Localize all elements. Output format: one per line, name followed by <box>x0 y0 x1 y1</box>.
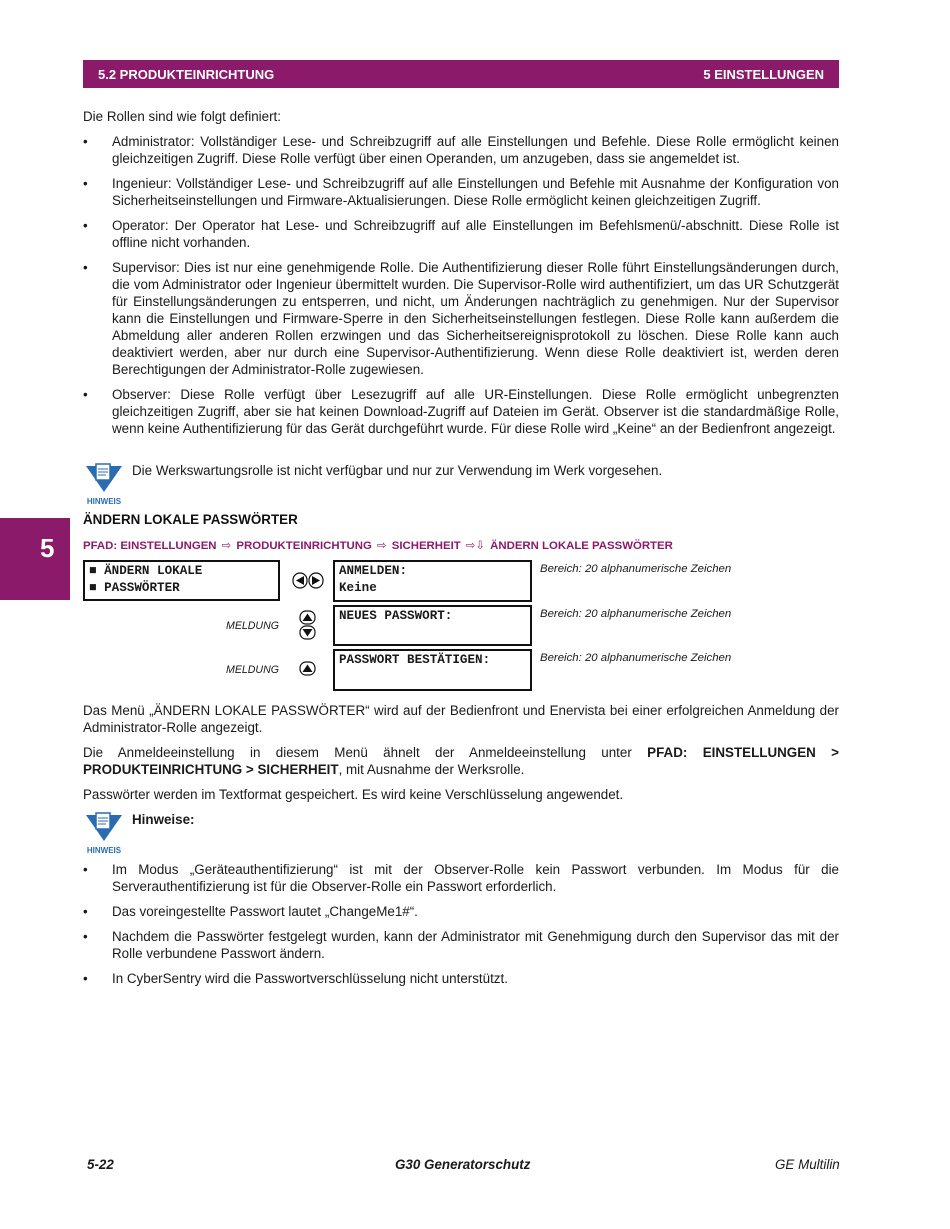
path-arrow-icon: ⇨ <box>221 540 232 552</box>
section-title <box>83 511 298 528</box>
menu-path <box>83 538 673 555</box>
bullet-dot: • <box>83 904 88 919</box>
hinweis-icon <box>84 462 124 506</box>
meldung-label: MELDUNG <box>226 664 279 676</box>
range-note: Bereich: 20 alphanumerische Zeichen <box>540 563 732 575</box>
paragraph <box>83 744 839 778</box>
menu-header-display <box>83 560 280 601</box>
paragraph-text: , mit Ausnahme der Werksrolle. <box>338 762 525 777</box>
paragraph-path: PFAD: EINSTELLUNGEN > PRODUKTEINRICHTUNG > SICHERHEIT <box>83 745 839 777</box>
range-note: Bereich: 20 alphanumerische Zeichen <box>540 608 732 620</box>
menu-item-line1: PASSWORT BESTÄTIGEN: <box>339 653 491 667</box>
note-icon <box>84 462 124 510</box>
role-operator: Operator: Der Operator hat Lese- und Schreibzugriff auf alle Einstellungen im Befehlsmenü/-abschnitt. Diese Rolle ist offline nicht vorhanden. <box>112 218 839 250</box>
menu-header-line: ■ PASSWÖRTER <box>89 581 180 595</box>
note-item: In CyberSentry wird die Passwortverschlüsselung nicht unterstützt. <box>112 971 508 986</box>
chapter-number: 5 <box>40 533 55 563</box>
path-part: PFAD: EINSTELLUNGEN <box>83 540 217 552</box>
header-section-title: 5.2 PRODUKTEINRICHTUNG <box>98 67 275 82</box>
path-arrow-icon: ⇨ <box>377 540 387 552</box>
up-down-key-icon <box>299 610 316 644</box>
page-number: 5-22 <box>87 1157 114 1172</box>
menu-item-line2: Keine <box>339 581 377 595</box>
document-title: G30 Generatorschutz <box>395 1157 531 1172</box>
bullet-dot: • <box>83 218 88 233</box>
role-supervisor: Supervisor: Dies ist nur eine genehmigende Rolle. Die Authentifizierung dieser Rolle führt Einstellungsänderungen durch, die vom Administrator oder Ingenieur übermittelt wurden. Die Supervisor-Rolle wird authentifiziert, um das UR Schutzgerät für Einstellungsänderungen zu entsperren, und nicht, um Änderungen nachträglich zu genehmigen. Nur der Supervisor kann die Einstellungen und Firmware-Sperre in den Sicherheitseinstellungen festlegen. Diese Rolle kann außerdem die Abmeldung aller anderen Rollen erzwingen und das Sicherheitsereignisprotokoll zu löschen. Diese Rolle kann auch deaktiviert werden, aber nur durch eine Supervisor-Authentifizierung. Wenn diese Rolle deaktiviert ist, werden deren Berechtigungen der Administrator-Rolle zugewiesen. <box>112 260 839 377</box>
meldung-label: MELDUNG <box>226 620 279 632</box>
note-title: Hinweise: <box>132 812 195 827</box>
bullet-dot: • <box>83 929 88 944</box>
left-right-key-icon <box>292 572 324 593</box>
bullet-dot: • <box>83 260 88 275</box>
bullet-dot: • <box>83 176 88 191</box>
role-observer: Observer: Diese Rolle verfügt über Lesezugriff auf alle UR-Einstellungen. Diese Rolle ermöglicht unbegrenzten gleichzeitigen Zugriff, aber sie hat keinen Download-Zugriff auf Dateien im Gerät. Observer ist die standardmäßige Rolle, wenn keine Authentifizierung für das Gerät durchgeführt wurde. Für diese Rolle wird „Keine“ an der Bedienfront angezeigt. <box>112 387 839 436</box>
note-icon-label: HINWEIS <box>86 846 122 855</box>
paragraph-text: Die Anmeldeeinstellung in diesem Menü ähnelt der Anmeldeeinstellung unter <box>83 745 648 760</box>
role-administrator: Administrator: Vollständiger Lese- und Schreibzugriff auf alle Einstellungen und Befehle. Diese Rolle ermöglicht keinen gleichzeitigen Zugriff. Diese Rolle verfügt über einen Operanden, um anzugeben, dass sie angemeldet ist. <box>112 134 839 166</box>
menu-item-display <box>333 649 532 691</box>
hinweis-icon <box>84 811 124 855</box>
section-header-bar <box>83 60 839 88</box>
role-ingenieur: Ingenieur: Vollständiger Lese- und Schreibzugriff auf alle Einstellungen und Befehle mit Ausnahme der Konfiguration von Sicherheitseinstellungen und Firmware-Aktualisierungen. Diese Rolle ermöglicht keinen gleichzeitigen Zugriff. <box>112 176 839 208</box>
menu-item-line1: NEUES PASSWORT: <box>339 609 453 623</box>
note-icon-label: HINWEIS <box>86 497 122 506</box>
range-note: Bereich: 20 alphanumerische Zeichen <box>540 652 732 664</box>
path-part: SICHERHEIT <box>391 540 461 552</box>
bullet-dot: • <box>83 971 88 986</box>
menu-item-display <box>333 605 532 646</box>
paragraph: Passwörter werden im Textformat gespeichert. Es wird keine Verschlüsselung angewendet. <box>83 787 624 802</box>
path-part: ÄNDERN LOKALE PASSWÖRTER <box>490 540 673 552</box>
chapter-tab <box>0 518 70 600</box>
menu-item-display <box>333 560 532 602</box>
bullet-dot: • <box>83 134 88 149</box>
up-key-icon <box>299 661 316 681</box>
note-item: Im Modus „Geräteauthentifizierung“ ist mit der Observer-Rolle kein Passwort verbunden. Im Modus für die Serverauthentifizierung ist für die Observer-Rolle ein Passwort erforderlich. <box>112 862 839 894</box>
path-arrow-down-icon: ⇨⇩ <box>465 540 485 552</box>
publisher-name: GE Multilin <box>775 1157 840 1172</box>
bullet-dot: • <box>83 862 88 877</box>
note-icon <box>84 811 124 859</box>
note-item: Das voreingestellte Passwort lautet „ChangeMe1#“. <box>112 904 418 919</box>
paragraph: Das Menü „ÄNDERN LOKALE PASSWÖRTER“ wird auf der Bedienfront und Enervista bei einer erfolgreichen Anmeldung der Administrator-Rolle angezeigt. <box>83 703 839 735</box>
bullet-dot: • <box>83 387 88 402</box>
note-text: Die Werkswartungsrolle ist nicht verfügbar und nur zur Verwendung im Werk vorgesehen. <box>132 463 663 478</box>
path-part: PRODUKTEINRICHTUNG <box>236 540 372 552</box>
header-chapter-title: 5 EINSTELLUNGEN <box>703 67 824 82</box>
section-heading: ÄNDERN LOKALE PASSWÖRTER <box>83 512 298 527</box>
note-item: Nachdem die Passwörter festgelegt wurden, kann der Administrator mit Genehmigung durch den Supervisor das mit der Rolle verbundene Passwort ändern. <box>112 929 839 961</box>
menu-item-line1: ANMELDEN: <box>339 564 408 578</box>
intro-text: Die Rollen sind wie folgt definiert: <box>83 109 281 124</box>
menu-header-line: ■ ÄNDERN LOKALE <box>89 564 203 578</box>
